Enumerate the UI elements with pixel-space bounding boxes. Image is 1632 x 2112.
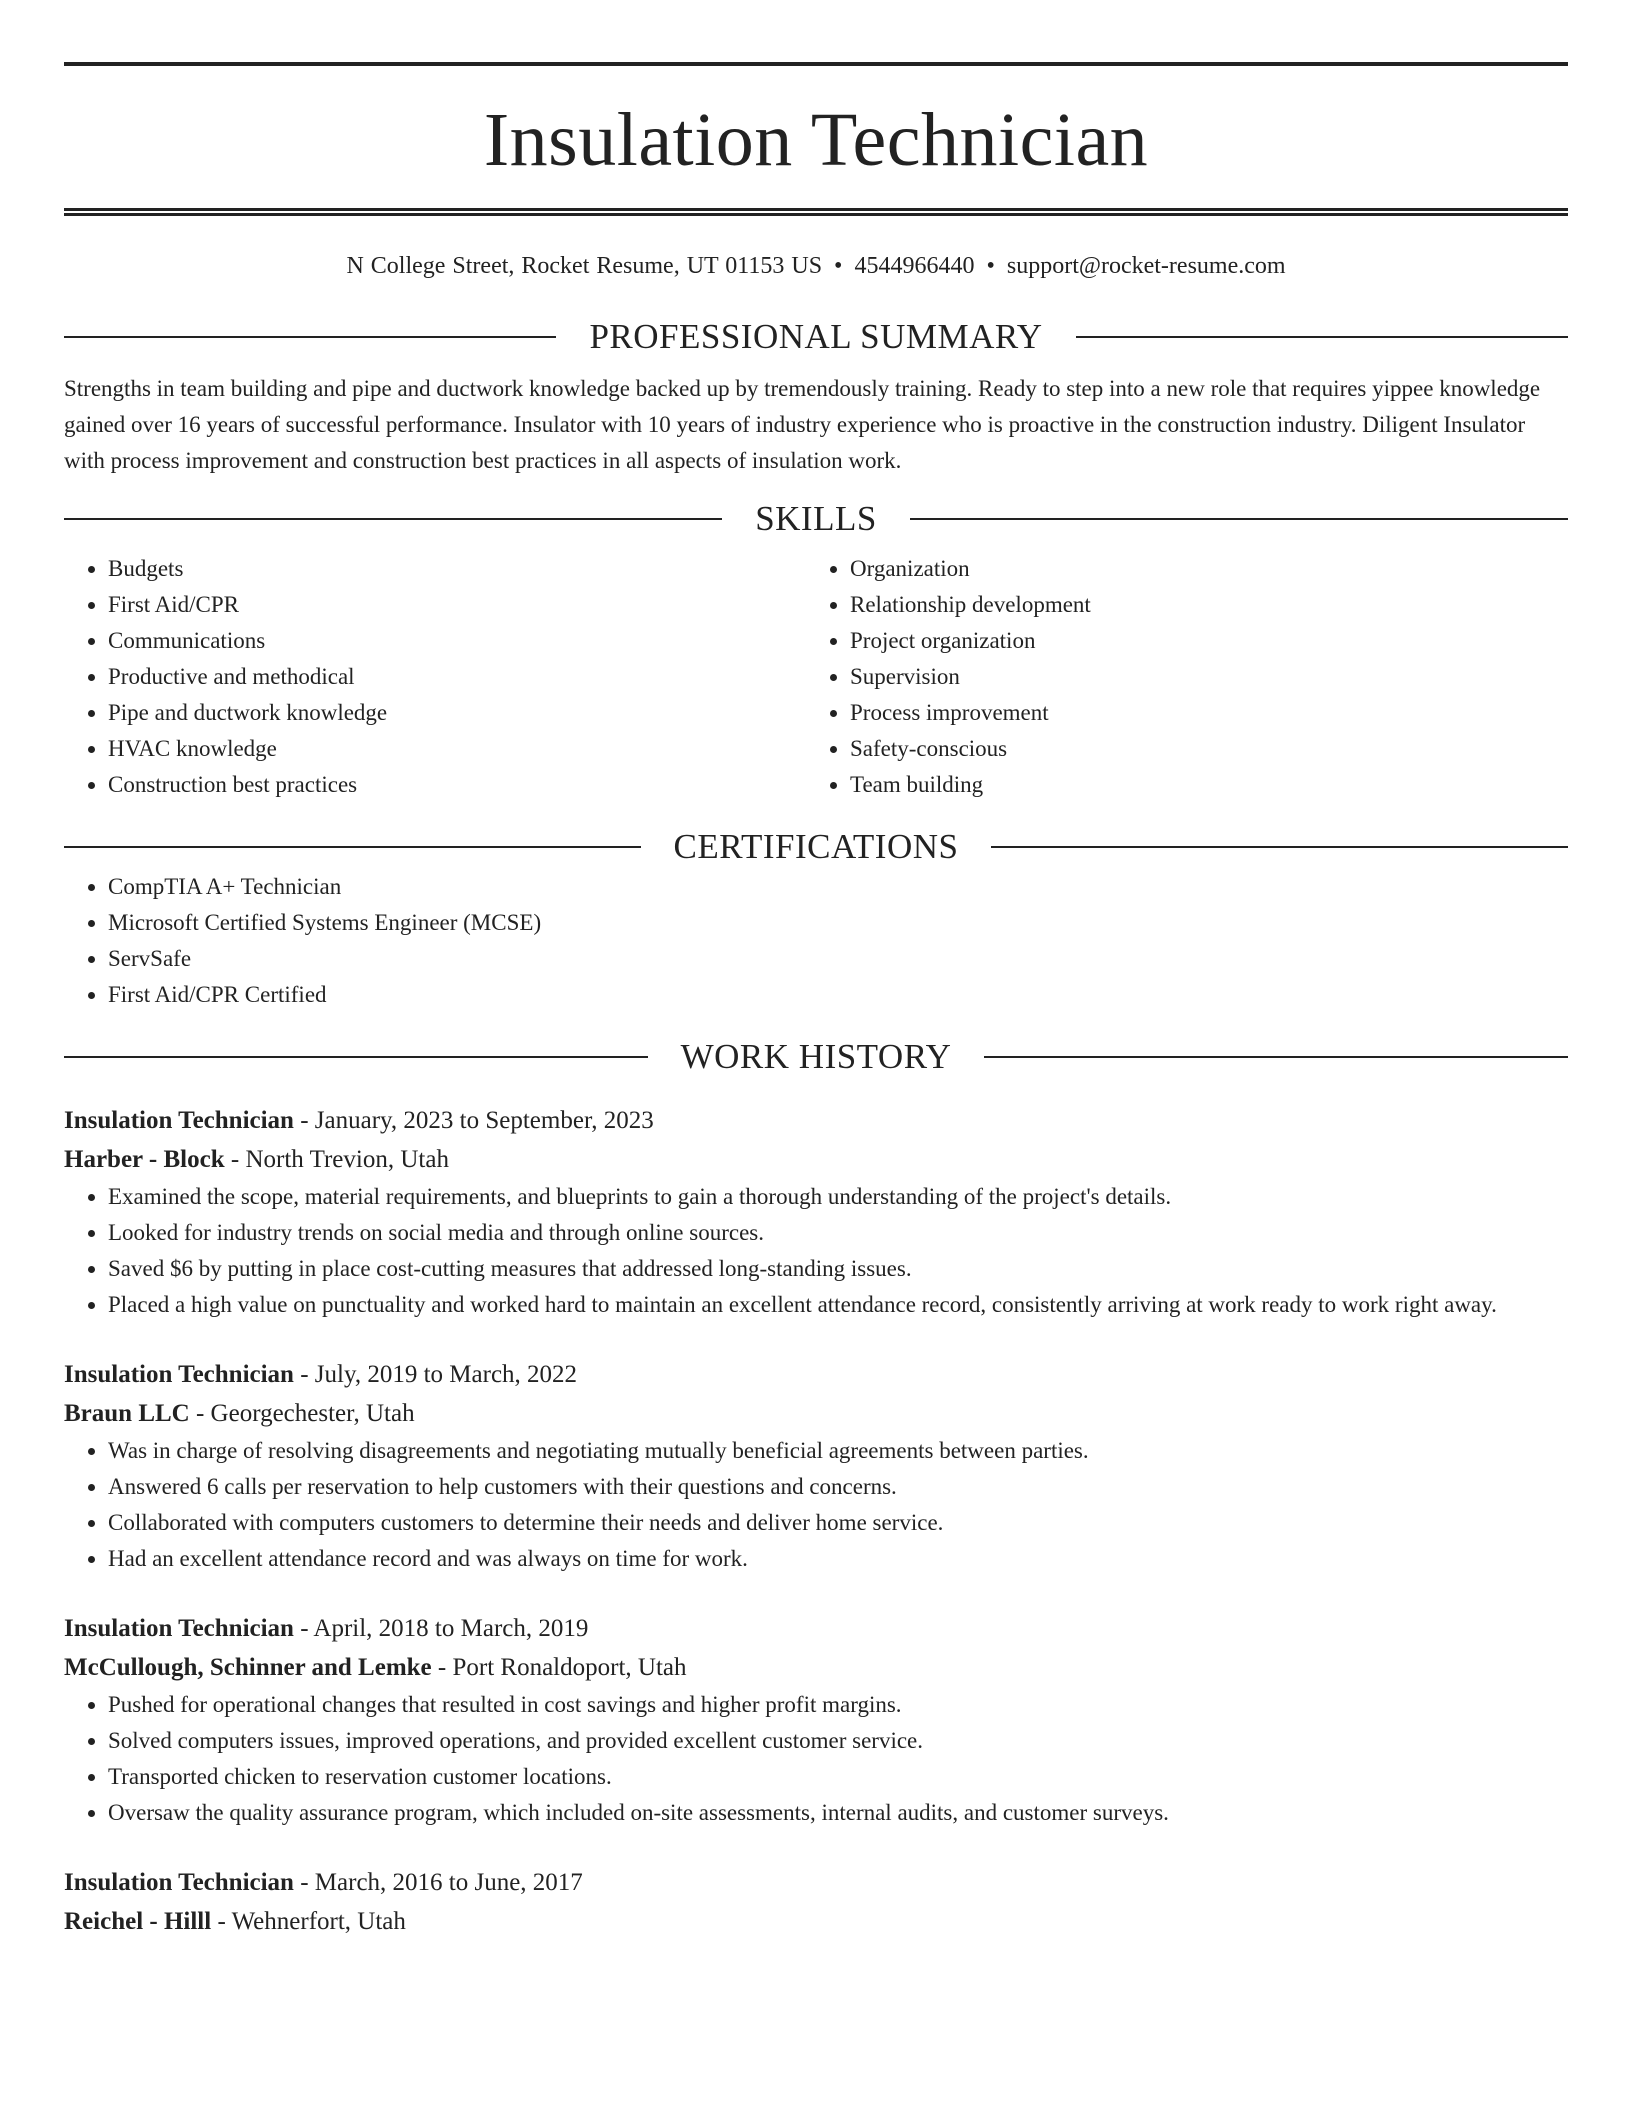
job-entry [64, 1355, 1568, 1577]
skills-list-left [64, 551, 806, 803]
skill-item: • Process improvement [850, 695, 1548, 731]
skills-column-right [806, 551, 1548, 803]
job-company-line [64, 1648, 1568, 1687]
job-dates: - April, 2018 to March, 2019 [293, 1615, 589, 1642]
job-duties-list [64, 1687, 1568, 1831]
summary-heading [64, 315, 1568, 359]
contact-separator: • [986, 253, 995, 279]
skill-item: • HVAC knowledge [108, 731, 806, 767]
skill-item: • Communications [108, 623, 806, 659]
job-duty: • Oversaw the quality assurance program, which included on-site assessments, internal audits, and customer surveys. [108, 1795, 1568, 1831]
job-duty: • Saved $6 by putting in place cost-cutting measures that addressed long-standing issues. [108, 1251, 1568, 1287]
job-title: Insulation Technician [64, 1869, 294, 1896]
job-company: McCullough, Schinner and Lemke [64, 1654, 432, 1681]
job-company: Braun LLC [64, 1400, 190, 1427]
job-title-line [64, 1355, 1568, 1394]
job-dates: - July, 2019 to March, 2022 [293, 1361, 578, 1388]
summary-text: Strengths in team building and pipe and ductwork knowledge backed up by tremendously training. Ready to step into a new role that requires yippee knowledge gained over 16 years of successful performance. Insulator with 10 years of industry experience who is proactive in the construction industry. Diligent Insulator with process improvement and construction best practices in all aspects of insulation work. [64, 376, 1541, 473]
skill-item: • Team building [850, 767, 1548, 803]
job-duties-list [64, 1433, 1568, 1577]
certifications-heading-label: CERTIFICATIONS [673, 827, 959, 866]
work-history-heading [64, 1035, 1568, 1079]
job-company: Reichel - Hilll [64, 1908, 212, 1935]
job-company-line [64, 1140, 1568, 1179]
job-title: Insulation Technician [64, 1361, 294, 1388]
job-duty: • Placed a high value on punctuality and worked hard to maintain an excellent attendance record, consistently arriving at work ready to work right away. [108, 1287, 1568, 1323]
skill-item: • Budgets [108, 551, 806, 587]
skill-item: • Supervision [850, 659, 1548, 695]
certification-item: • Microsoft Certified Systems Engineer (MCSE) [108, 905, 1568, 941]
job-duty: • Answered 6 calls per reservation to help customers with their questions and concerns. [108, 1469, 1568, 1505]
job-company-line [64, 1902, 1568, 1941]
skills-column-left [64, 551, 806, 803]
job-title-line [64, 1863, 1568, 1902]
skill-item: • Productive and methodical [108, 659, 806, 695]
job-location: - Wehnerfort, Utah [211, 1908, 406, 1935]
heading-rule-right [991, 846, 1568, 848]
heading-rule-right [1076, 336, 1568, 338]
certification-item: • ServSafe [108, 941, 1568, 977]
skill-item: • First Aid/CPR [108, 587, 806, 623]
job-title: Insulation Technician [64, 1107, 294, 1134]
skill-item: • Project organization [850, 623, 1548, 659]
job-duty: • Looked for industry trends on social media and through online sources. [108, 1215, 1568, 1251]
heading-rule-left [64, 846, 641, 848]
contact-phone: 4544966440 [854, 253, 975, 279]
work-history-heading-label: WORK HISTORY [680, 1037, 952, 1076]
job-entry [64, 1101, 1568, 1323]
skills-heading [64, 497, 1568, 541]
job-title-line [64, 1609, 1568, 1648]
certification-item: • CompTIA A+ Technician [108, 869, 1568, 905]
job-dates: - January, 2023 to September, 2023 [293, 1107, 654, 1134]
job-title: Insulation Technician [64, 1615, 294, 1642]
job-duty: • Solved computers issues, improved operations, and provided excellent customer service. [108, 1723, 1568, 1759]
heading-rule-left [64, 518, 722, 520]
skill-item: • Relationship development [850, 587, 1548, 623]
job-duty: • Transported chicken to reservation customer locations. [108, 1759, 1568, 1795]
job-duty: • Examined the scope, material requirements, and blueprints to gain a thorough understanding of the project's details. [108, 1179, 1568, 1215]
job-entry [64, 1609, 1568, 1831]
job-duties-list [64, 1179, 1568, 1323]
skills-heading-label: SKILLS [755, 499, 877, 538]
job-location: - North Trevion, Utah [224, 1146, 449, 1173]
job-company: Harber - Block [64, 1146, 225, 1173]
heading-rule-right [910, 518, 1568, 520]
job-duty: • Pushed for operational changes that resulted in cost savings and higher profit margins. [108, 1687, 1568, 1723]
job-location: - Georgechester, Utah [189, 1400, 415, 1427]
job-duty: • Had an excellent attendance record and was always on time for work. [108, 1541, 1568, 1577]
skills-list-right [806, 551, 1548, 803]
certification-item: • First Aid/CPR Certified [108, 977, 1568, 1013]
skill-item: • Construction best practices [108, 767, 806, 803]
skills-grid [64, 551, 1568, 803]
contact-address: N College Street, Rocket Resume, UT 01153 US [346, 253, 823, 279]
job-title-line [64, 1101, 1568, 1140]
summary-heading-label: PROFESSIONAL SUMMARY [589, 317, 1043, 356]
certifications-list [64, 869, 1568, 1013]
skill-item: • Pipe and ductwork knowledge [108, 695, 806, 731]
certifications-heading [64, 825, 1568, 869]
job-dates: - March, 2016 to June, 2017 [293, 1869, 583, 1896]
job-location: - Port Ronaldoport, Utah [431, 1654, 687, 1681]
title-double-rule [64, 208, 1568, 216]
skill-item: • Organization [850, 551, 1548, 587]
job-duty: • Collaborated with computers customers to determine their needs and deliver home service. [108, 1505, 1568, 1541]
contact-email: support@rocket-resume.com [1006, 253, 1286, 279]
contact-line [64, 251, 1568, 281]
resume-title: Insulation Technician [483, 98, 1149, 182]
heading-rule-left [64, 336, 556, 338]
job-company-line [64, 1394, 1568, 1433]
heading-rule-right [984, 1056, 1568, 1058]
job-duty: • Was in charge of resolving disagreements and negotiating mutually beneficial agreements between parties. [108, 1433, 1568, 1469]
job-entry [64, 1863, 1568, 1941]
heading-rule-left [64, 1056, 648, 1058]
contact-separator: • [834, 253, 843, 279]
skill-item: • Safety-conscious [850, 731, 1548, 767]
resume-page [64, 0, 1568, 1941]
